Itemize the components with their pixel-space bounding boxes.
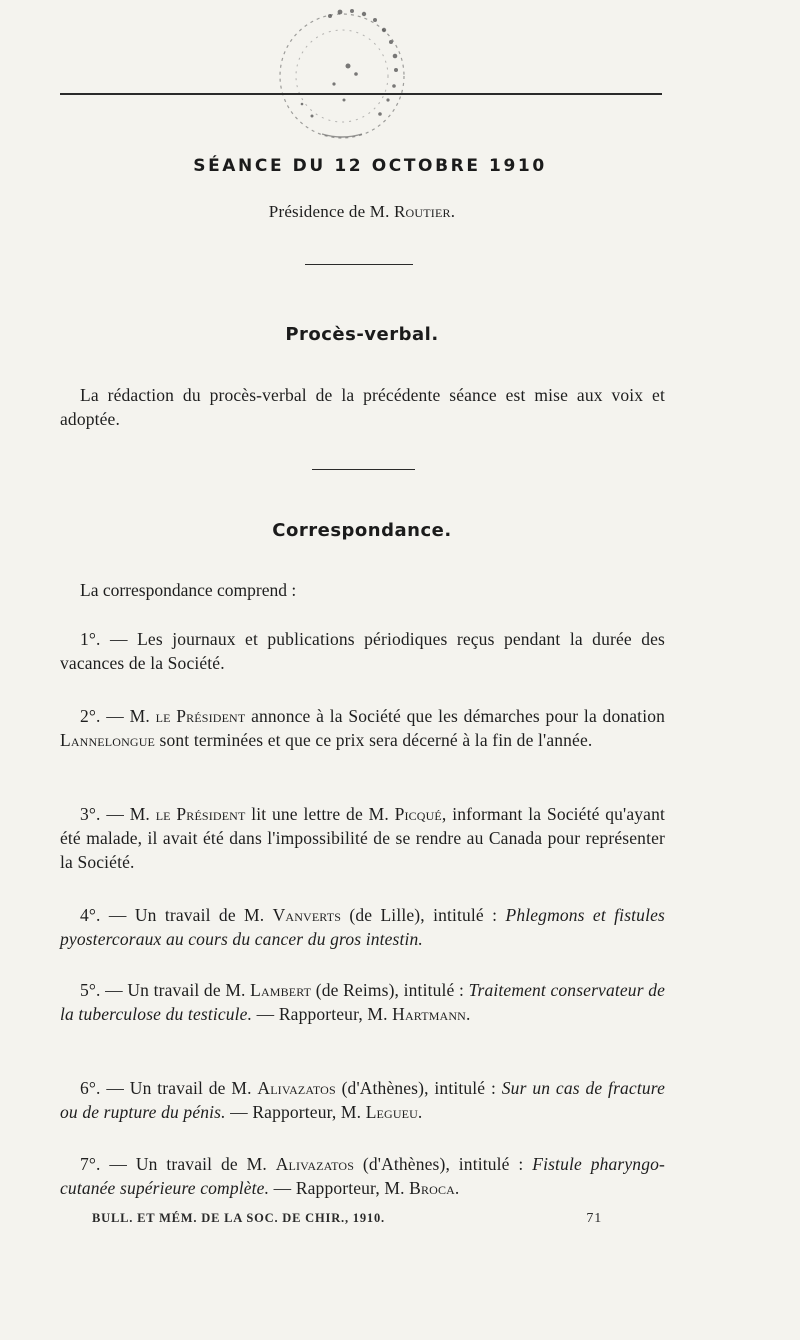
correspondance-lead: La correspondance comprend :	[80, 580, 297, 600]
top-rule	[60, 93, 662, 95]
journal-reference: BULL. ET MÉM. DE LA SOC. DE CHIR., 1910.	[92, 1211, 385, 1225]
list-item: 1°. — Les journaux et publications périodiques reçus pendant la durée des vacances de la Société.	[60, 629, 665, 673]
proces-verbal-heading: Procès-verbal.	[285, 324, 439, 345]
page-number: 71	[586, 1211, 602, 1226]
correspondance-heading: Correspondance.	[272, 520, 452, 541]
list-item: 5°. — Un travail de M. Lambert (de Reims), intitulé : Traitement conservateur de la tuberculose du testicule. — Rapporteur, M. Hartmann.	[60, 980, 666, 1024]
list-item: 3°. — M. le Président lit une lettre de M. Picqué, informant la Société qu'ayant été malade, il avait été dans l'impossibilité de se rendre au Canada pour représenter la Société.	[60, 804, 666, 872]
list-item: 2°. — M. le Président annonce à la Société que les démarches pour la donation Lannelongue sont terminées et que ce prix sera décerné à la fin de l'année.	[60, 706, 666, 750]
list-item: 4°. — Un travail de M. Vanverts (de Lille), intitulé : Phlegmons et fistules pyostercoraux au cours du cancer du gros intestin.	[60, 905, 665, 949]
list-item: 6°. — Un travail de M. Alivazatos (d'Athènes), intitulé : Sur un cas de fracture ou de rupture du pénis. — Rapporteur, M. Legueu.	[60, 1078, 665, 1122]
presidence-prefix: Présidence de M.	[268, 202, 390, 221]
section-divider	[305, 264, 413, 265]
section-divider	[312, 469, 415, 470]
presidence-line	[0, 202, 724, 222]
library-stamp-icon	[262, 0, 422, 156]
seance-title: SÉANCE DU 12 OCTOBRE 1910	[193, 156, 547, 176]
proces-verbal-text: La rédaction du procès-verbal de la précédente séance est mise aux voix et adoptée.	[60, 385, 665, 429]
list-item: 7°. — Un travail de M. Alivazatos (d'Athènes), intitulé : Fistule pharyngo-cutanée supérieure complète. — Rapporteur, M. Broca.	[60, 1154, 665, 1198]
president-name: Routier.	[394, 202, 456, 221]
page-footer	[92, 1211, 602, 1227]
